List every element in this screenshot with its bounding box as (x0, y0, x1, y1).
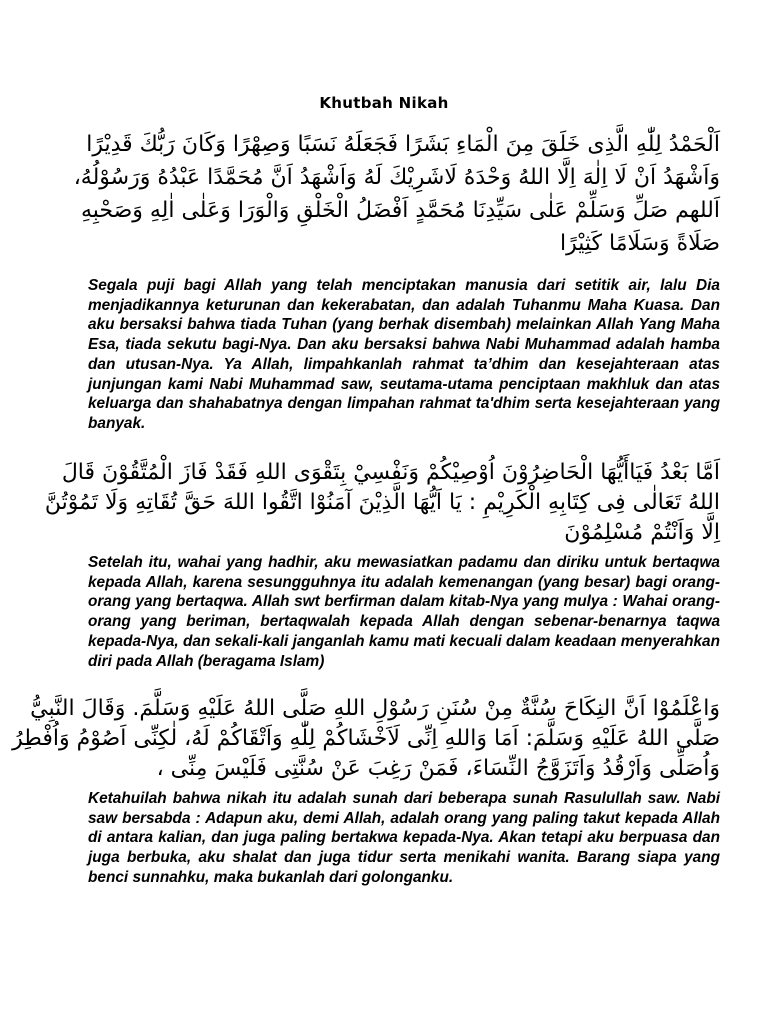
page-title: Khutbah Nikah (319, 94, 449, 112)
arabic-hadith-block (12, 694, 720, 784)
arabic-line: صَلَّى اللهُ عَلَيْهِ وَسَلَّمَ: اَمَا وَاللهِ اِنِّى لَاَخْشَاكُمْ لِلّٰهِ وَاَتْقَاكُمْ لَهُ، لٰكِنِّى اَصُوْمُ وَاُفْطِرُ (12, 726, 720, 751)
arabic-line: وَاَشْهَدُ اَنْ لَا اِلٰهَ اِلَّا اللهُ وَحْدَهُ لَاشَرِيْكَ لَهُ وَاَشْهَدُ اَنَّ مُحَمَّدًا عَبْدُهُ وَرَسُوْلُهُ، (73, 165, 720, 190)
arabic-line: وَاُصَلِّى وَاَرْقُدُ وَاَتَزَوَّجُ النِّسَاءَ، فَمَنْ رَغِبَ عَنْ سُنَّتِى فَلَيْسَ مِنِّى ، (156, 756, 720, 781)
arabic-opening-block (73, 128, 720, 260)
translation-wasiat-paragraph: Setelah itu, wahai yang hadhir, aku mewasiatkan padamu dan diriku untuk bertaqwa kepada Allah, karena sesungguhnya itu adalah kemenangan (yang besar) bagi orang-orang yang bertaqwa. Allah swt berfirman dalam kitab-Nya yang mulya : Wahai orang-orang yang beriman, bertaqwalah kepada Allah dengan sebenar-benarnya taqwa kepada-Nya, dan sekali-kali janganlah kamu mati kecuali dalam keadaan menyerahkan diri pada Allah (beragama Islam) (88, 554, 720, 670)
arabic-line: اللهُ تَعَالٰى فِى كِتَابِهِ الْكَرِيْمِ : يَا اَيُّهَا الَّذِيْنَ آمَنُوْا اتَّقُوا اللهَ حَقَّ تُقَاتِهِ وَلَا تَمُوْتُنَّ (44, 490, 720, 515)
translation-opening-paragraph: Segala puji bagi Allah yang telah menciptakan manusia dari setitik air, lalu Dia menjadikannya keturunan dan kekerabatan, dan adalah Tuhanmu Maha Kuasa. Dan aku bersaksi bahwa tiada Tuhan (yang berhak disembah) melainkan Allah Yang Maha Esa, tiada sekutu bagi-Nya. Dan aku bersaksi bahwa Nabi Muhammad adalah hamba dan utusan-Nya. Ya Allah, limpahkanlah rahmat ta’dhim dan kesejahteraan atas junjungan kami Nabi Muhammad saw, seutama-utama penciptaan makhluk dan atas keluarga dan shahabatnya dengan limpahan rahmat ta'dhim serta kesejahteraan yang banyak. (88, 277, 720, 432)
arabic-wasiat-block (44, 458, 720, 548)
arabic-line: اَللهم صَلِّ وَسَلِّمْ عَلٰى سَيِّدِنَا مُحَمَّدٍ اَفْضَلُ الْخَلْقِ وَالْوَرَا وَعَلٰى اٰلِهِ وَصَحْبِهِ (80, 198, 720, 223)
arabic-line: اَلْحَمْدُ لِلّٰهِ الَّذِى خَلَقَ مِنَ الْمَاءِ بَشَرًا فَجَعَلَهُ نَسَبًا وَصِهْرًا وَكَانَ رَبُّكَ قَدِيْرًا (86, 132, 720, 157)
arabic-line: وَاعْلَمُوْا اَنَّ النِكَاحَ سُنَّةٌ مِنْ سُنَنِ رَسُوْلِ اللهِ صَلَّى اللهُ عَلَيْهِ وَسَلَّمَ. وَقَالَ النَّبِيُّ (30, 696, 720, 721)
arabic-line: اَمَّا بَعْدُ فَيَاأَيُّهَا الْحَاضِرُوْنَ اُوْصِيْكُمْ وَنَفْسِيْ بِتَقْوَى اللهِ فَقَدْ فَازَ الْمُتَّقُوْنَ قَالَ (61, 460, 720, 485)
translation-hadith-paragraph: Ketahuilah bahwa nikah itu adalah sunah dari beberapa sunah Rasulullah saw. Nabi saw bersabda : Adapun aku, demi Allah, adalah orang yang paling takut kepada Allah di antara kalian, dan juga paling bertakwa kepada-Nya. Akan tetapi aku berpuasa dan juga berbuka, aku shalat dan juga tidur serta menikahi wanita. Barang siapa yang benci sunnahku, maka bukanlah dari golonganku. (88, 790, 720, 886)
arabic-line: صَلَاةً وَسَلَامًا كَثِيْرًا (560, 231, 720, 256)
arabic-line: اِلَّا وَاَنْتُمْ مُسْلِمُوْنَ (564, 520, 720, 545)
